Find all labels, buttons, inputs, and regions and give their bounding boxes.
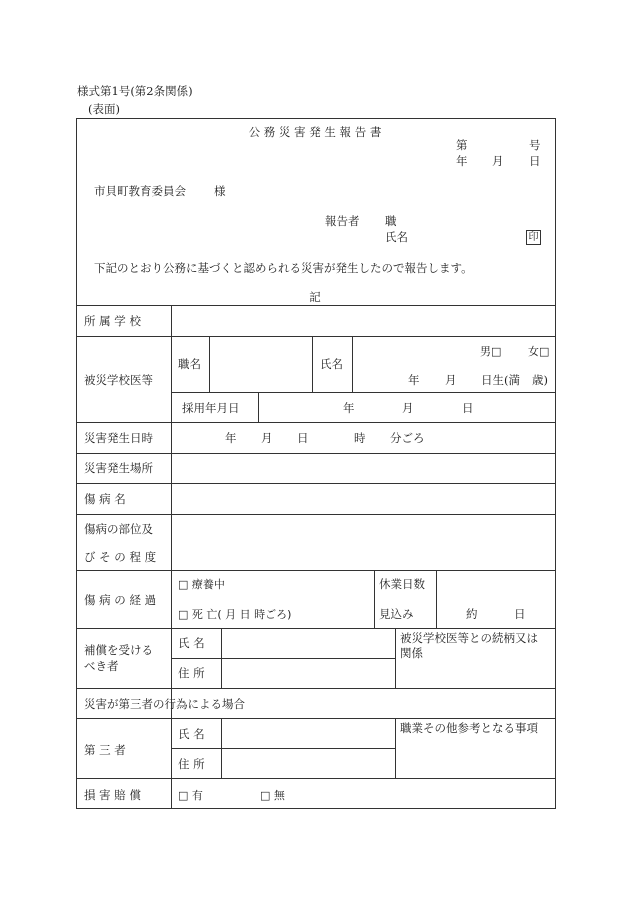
divider: [209, 336, 210, 392]
date-day-label: 日: [529, 154, 541, 168]
damages-yes-checkbox[interactable]: □ 有: [178, 789, 203, 802]
compensation-label-1: 補償を受ける: [84, 643, 153, 657]
relation-label-2: 関係: [400, 646, 423, 660]
absence-days-label: 休業日数: [379, 577, 425, 591]
divider: [436, 570, 437, 628]
divider: [171, 658, 395, 659]
age-label: 歳): [532, 373, 548, 387]
reporter-label: 報告者: [325, 214, 360, 228]
divider: [171, 748, 395, 749]
hire-year-label: 年: [343, 401, 355, 415]
divider: [395, 628, 396, 688]
death-checkbox[interactable]: □ 死 亡( 月 日 時ごろ): [178, 608, 292, 621]
divider: [76, 628, 556, 629]
compensation-label-2: べき者: [84, 659, 119, 673]
divider: [374, 570, 375, 628]
report-statement: 下記のとおり公務に基づくと認められる災害が発生したので報告します。: [94, 261, 473, 275]
third-party-case-label: 災害が第三者の行為による場合: [84, 697, 245, 711]
divider: [76, 688, 556, 689]
occ-year-label: 年: [225, 431, 237, 445]
occ-month-label: 月: [261, 431, 273, 445]
occ-minute-label: 分ごろ: [390, 431, 425, 445]
occupation-label: 職業その他参考となる事項: [400, 721, 538, 735]
reporter-name-label: 氏名: [385, 230, 408, 244]
victim-title-label: 職名: [178, 357, 201, 371]
approx-label: 約: [466, 607, 478, 621]
occurrence-place-label: 災害発生場所: [84, 461, 153, 475]
form-number: 様式第1号(第2条関係): [77, 84, 193, 98]
occ-day-label: 日: [297, 431, 309, 445]
date-month-label: 月: [492, 154, 504, 168]
occ-hour-label: 時: [354, 431, 366, 445]
victim-label: 被災学校医等: [84, 373, 153, 387]
divider: [76, 422, 556, 423]
third-party-label: 第 三 者: [84, 743, 126, 757]
victim-name-label: 氏名: [320, 357, 343, 371]
prospect-label: 見込み: [379, 607, 414, 621]
birth-day-label: 日生(満: [481, 373, 520, 387]
divider: [76, 483, 556, 484]
school-label: 所 属 学 校: [84, 314, 141, 328]
hire-day-label: 日: [462, 401, 474, 415]
female-checkbox[interactable]: 女□: [528, 345, 550, 358]
male-checkbox[interactable]: 男□: [480, 345, 502, 358]
occurrence-datetime-label: 災害発生日時: [84, 431, 153, 445]
label-column-divider: [171, 305, 172, 809]
divider: [221, 628, 222, 688]
tp-address-label: 住 所: [178, 757, 205, 771]
number-go-label: 号: [529, 138, 541, 152]
divider: [76, 305, 556, 306]
reporter-title-label: 職: [385, 214, 397, 228]
hire-month-label: 月: [402, 401, 414, 415]
divider: [76, 453, 556, 454]
number-dai-label: 第: [456, 138, 468, 152]
approx-days-label: 日: [514, 607, 526, 621]
divider: [76, 778, 556, 779]
injury-part-label-2: び そ の 程 度: [84, 550, 157, 564]
divider: [221, 718, 222, 778]
under-treatment-checkbox[interactable]: □ 療養中: [178, 578, 225, 591]
seal-mark: 印: [526, 230, 541, 245]
divider: [76, 570, 556, 571]
birth-year-label: 年: [408, 373, 420, 387]
damages-no-checkbox[interactable]: □ 無: [260, 789, 285, 802]
damages-label: 損 害 賠 償: [84, 788, 141, 802]
hire-date-label: 採用年月日: [182, 401, 240, 415]
addressee: 市貝町教育委員会: [94, 184, 186, 198]
injury-name-label: 傷 病 名: [84, 492, 126, 506]
divider: [76, 514, 556, 515]
course-label: 傷 病 の 経 過: [84, 593, 157, 607]
divider: [352, 336, 353, 392]
ki-label: 記: [309, 290, 321, 304]
divider: [312, 336, 313, 392]
form-title: 公 務 災 害 発 生 報 告 書: [248, 125, 382, 139]
front-side-label: (表面): [88, 102, 120, 116]
comp-name-label: 氏 名: [178, 636, 205, 650]
tp-name-label: 氏 名: [178, 727, 205, 741]
relation-label-1: 被災学校医等との続柄又は: [400, 631, 538, 645]
divider: [171, 392, 556, 393]
comp-address-label: 住 所: [178, 666, 205, 680]
divider: [76, 718, 556, 719]
injury-part-label-1: 傷病の部位及: [84, 522, 153, 536]
divider: [258, 392, 259, 422]
divider: [76, 336, 556, 337]
birth-month-label: 月: [445, 373, 457, 387]
addressee-honorific: 様: [214, 184, 226, 198]
divider: [395, 718, 396, 778]
date-year-label: 年: [456, 154, 468, 168]
